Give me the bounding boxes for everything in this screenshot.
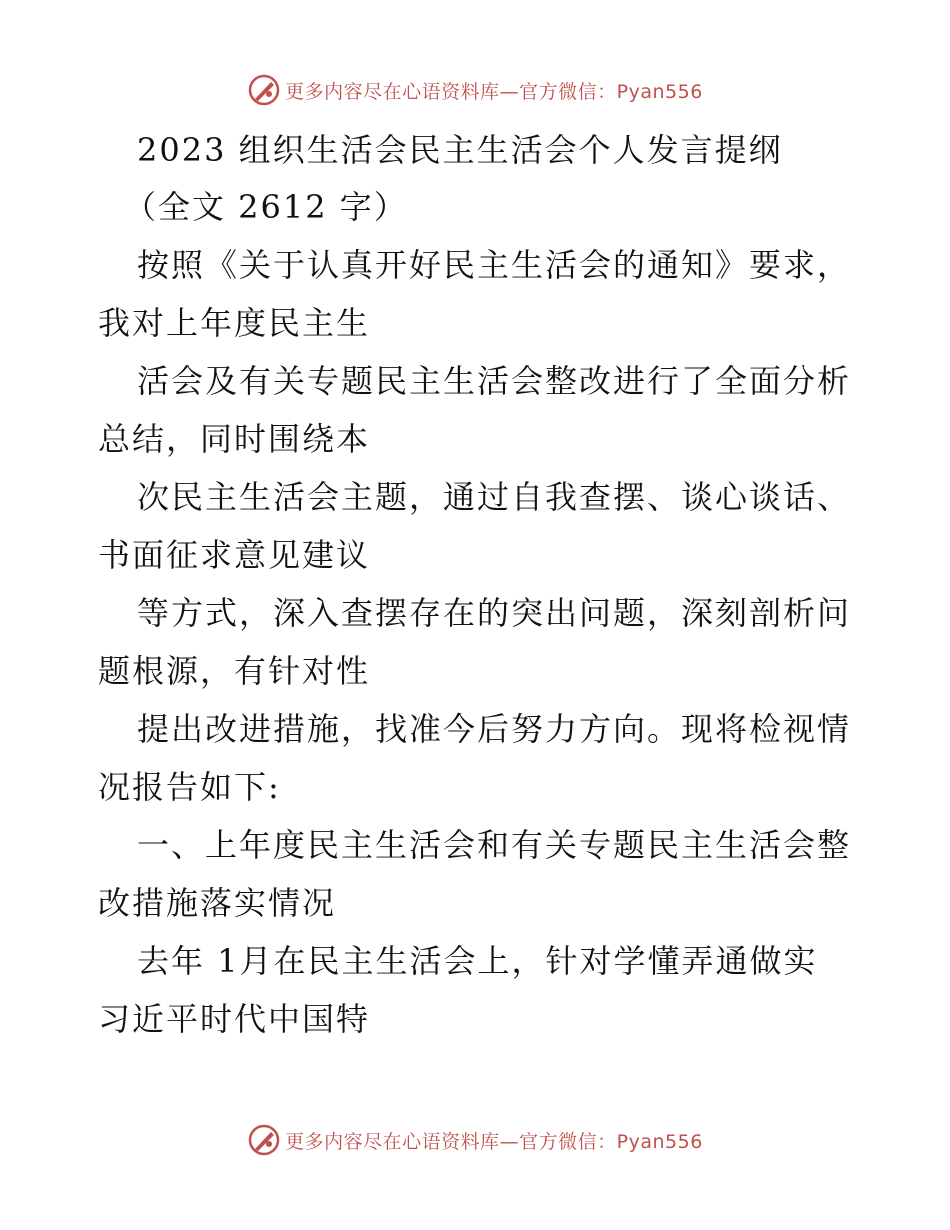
watermark-header (0, 70, 950, 110)
body-line: 提出改进措施，找准今后努力方向。现将检视情 (137, 710, 852, 748)
body-line: 总结，同时围绕本 (98, 420, 371, 458)
document-title: 2023 组织生活会民主生活会个人发言提纲 (137, 131, 783, 169)
body-line: 题根源，有针对性 (98, 652, 371, 690)
body-line: 我对上年度民主生 (98, 304, 371, 342)
body-line: 况报告如下: (98, 768, 281, 806)
section-heading: 改措施落实情况 (98, 884, 337, 922)
watermark-text: 更多内容尽在心语资料库—官方微信：Pyan556 (285, 80, 703, 103)
body-line: 按照《关于认真开好民主生活会的通知》要求， (137, 246, 852, 284)
body-line: 习近平时代中国特 (98, 1000, 371, 1038)
quill-pen-logo-icon (247, 1123, 281, 1157)
watermark-text: 更多内容尽在心语资料库—官方微信：Pyan556 (285, 1130, 703, 1153)
body-line: 活会及有关专题民主生活会整改进行了全面分析 (137, 362, 852, 400)
document-subtitle: （全文 2612 字） (124, 188, 408, 226)
body-line: 去年 1月在民主生活会上，针对学懂弄通做实 (137, 942, 818, 980)
body-line: 等方式，深入查摆存在的突出问题，深刻剖析问 (137, 594, 852, 632)
section-heading: 一、上年度民主生活会和有关专题民主生活会整 (137, 826, 852, 864)
body-line: 次民主生活会主题，通过自我查摆、谈心谈话、 (137, 478, 852, 516)
quill-pen-logo-icon (247, 73, 281, 107)
watermark-footer (0, 1120, 950, 1160)
body-line: 书面征求意见建议 (98, 536, 371, 574)
